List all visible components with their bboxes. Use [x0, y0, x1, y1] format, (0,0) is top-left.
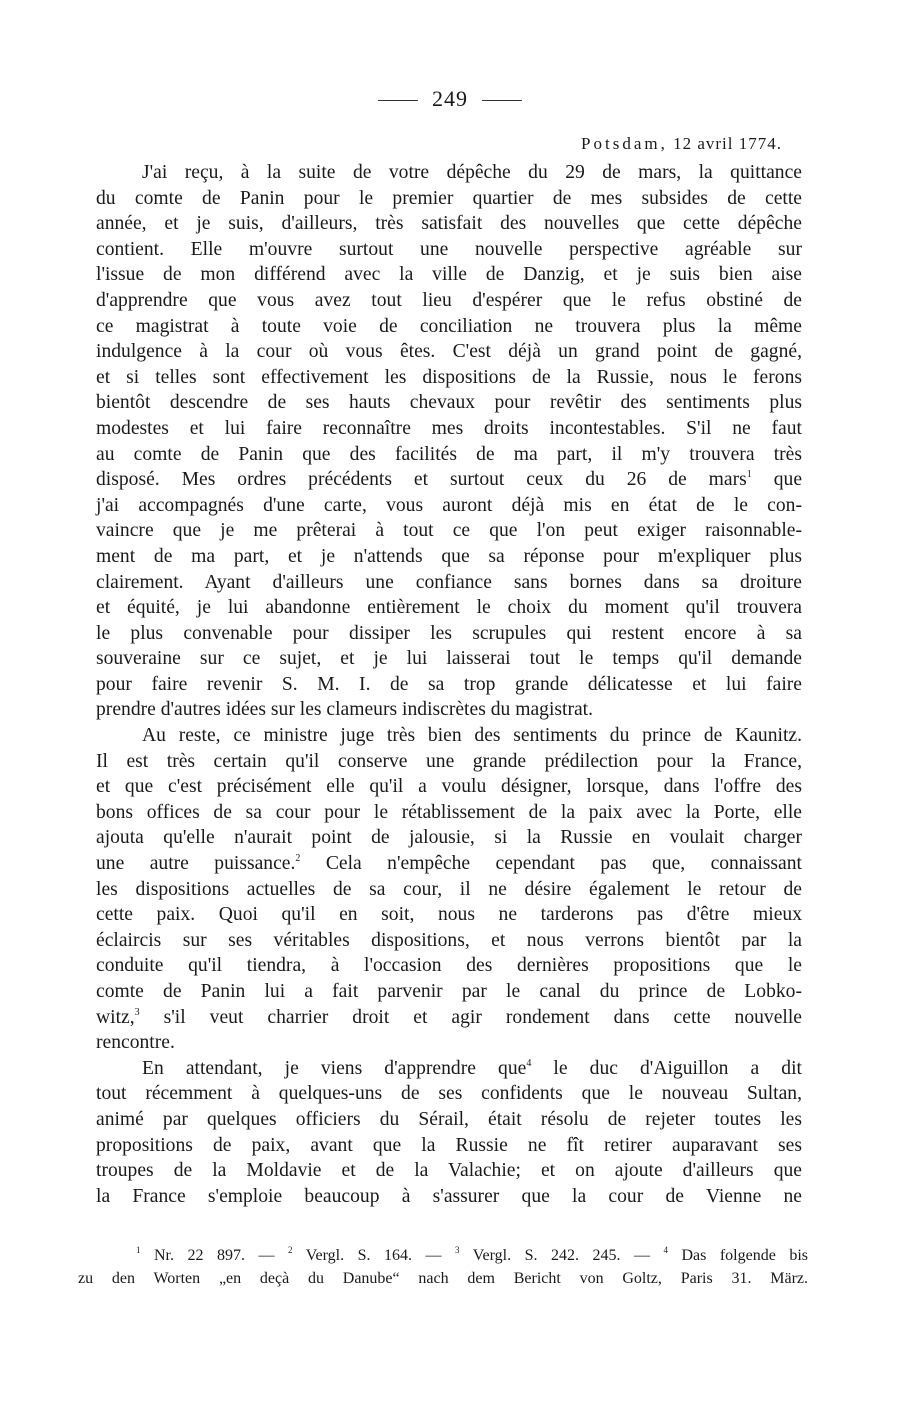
text-segment: le duc d'Aiguillon a dit	[553, 1057, 802, 1079]
paragraph-2	[96, 723, 802, 1056]
text-line-with-footnote	[96, 851, 802, 877]
text-line: l'issue de mon différend avec la ville de Danzig, et je suis bien aise	[96, 264, 802, 286]
text-line: comte de Panin lui a fait parvenir par le canal du prince de Lobko-	[96, 981, 802, 1002]
text-line-with-footnote	[96, 1005, 802, 1031]
text-line: ce magistrat à toute voie de conciliation ne trouvera plus la même	[96, 315, 802, 337]
text-line: le plus convenable pour dissiper les scrupules qui restent encore à sa	[96, 622, 802, 644]
text-line: animé par quelques officiers du Sérail, était résolu de rejeter toutes les	[96, 1108, 802, 1130]
text-line: souveraine sur ce sujet, et je lui laisserai tout le temps qu'il demande	[96, 648, 802, 670]
footnote-marker: 2	[288, 1245, 293, 1255]
text-line: indulgence à la cour où vous êtes. C'est déjà un grand point de gagné,	[96, 341, 802, 363]
text-segment: Cela n'empêche cependant pas que, connaissant	[325, 853, 802, 875]
text-line: et équité, je lui abandonne entièrement le choix du moment qu'il trouvera	[96, 597, 802, 619]
footnote-marker: 1	[746, 469, 752, 481]
footnote-line-1	[78, 1244, 808, 1267]
text-line: année, et je suis, d'ailleurs, très satisfait des nouvelles que cette dépêche	[96, 213, 802, 235]
footnote-line-2: zu den Worten „en deçà du Danube“ nach dem Bericht von Goltz, Paris 31. März.	[78, 1270, 808, 1287]
letter-body	[96, 160, 802, 1209]
text-segment: s'il veut charrier droit et agir rondement dans cette nouvelle	[163, 1006, 802, 1028]
text-line: éclaircis sur ses véritables dispositions, et nous verrons bientôt par la	[96, 929, 802, 951]
text-segment: disposé. Mes ordres précédents et surtout ceux du 26 de mars	[96, 469, 747, 491]
footnote-marker: 3	[454, 1245, 460, 1255]
text-line-with-footnote	[96, 1056, 802, 1082]
header-rule-right	[482, 100, 522, 101]
text-line: bons offices de sa cour pour le rétablissement de la paix avec la Porte, elle	[96, 801, 802, 823]
footnote-marker: 2	[295, 853, 301, 865]
text-line: modestes et lui faire reconnaître mes droits incontestables. S'il ne faut	[96, 417, 802, 439]
footnote-marker: 4	[526, 1057, 532, 1069]
page-header	[0, 86, 900, 112]
footnote-marker: 1	[136, 1245, 141, 1255]
dateline-date: 12 avril 1774.	[673, 134, 782, 153]
text-segment: witz,	[96, 1006, 135, 1028]
text-line-with-footnote	[96, 467, 802, 493]
page-number: 249	[432, 86, 468, 111]
text-line: tout récemment à quelques-uns de ses confidents que le nouveau Sultan,	[96, 1083, 802, 1105]
header-rule-left	[378, 100, 418, 101]
text-line: ment de ma part, et je n'attends que sa réponse pour m'expliquer plus	[96, 545, 802, 567]
footnotes	[78, 1244, 808, 1290]
text-line: d'apprendre que vous avez tout lieu d'espérer que le refus obstiné de	[96, 289, 802, 311]
text-line: troupes de la Moldavie et de la Valachie; et on ajoute d'ailleurs que	[96, 1160, 802, 1182]
text-line: clairement. Ayant d'ailleurs une confiance sans bornes dans sa droiture	[96, 571, 802, 593]
footnote-text: Vergl. S. 164. —	[305, 1247, 442, 1264]
text-line: propositions de paix, avant que la Russie ne fît retirer auparavant ses	[96, 1134, 802, 1156]
text-line: Au reste, ce ministre juge très bien des sentiments du prince de Kaunitz.	[142, 725, 802, 747]
text-segment: que	[773, 469, 803, 491]
text-line: pour faire revenir S. M. I. de sa trop grande délicatesse et lui faire	[96, 673, 802, 695]
dateline-place: Potsdam,	[581, 134, 668, 153]
text-line: vaincre que je me prêterai à tout ce que l'on peut exiger raisonnable-	[96, 520, 802, 542]
text-line: ajouta qu'elle n'aurait point de jalousie, si la Russie en voulait charger	[96, 827, 802, 849]
text-line: et que c'est précisément elle qu'il a voulu désigner, lorsque, dans l'offre des	[96, 776, 802, 798]
text-line: prendre d'autres idées sur les clameurs indiscrètes du magistrat.	[96, 699, 594, 721]
text-line: au comte de Panin que des facilités de ma part, il m'y trouvera très	[96, 443, 802, 465]
text-line: Il est très certain qu'il conserve une grande prédilection pour la France,	[96, 750, 802, 772]
text-line: rencontre.	[96, 1032, 175, 1054]
text-line: les dispositions actuelles de sa cour, il ne désire également le retour de	[96, 878, 802, 900]
text-line: la France s'emploie beaucoup à s'assurer que la cour de Vienne ne	[96, 1185, 802, 1207]
paragraph-3	[96, 1056, 802, 1210]
text-segment: En attendant, je viens d'apprendre que	[142, 1057, 527, 1079]
footnote-marker: 3	[134, 1006, 140, 1018]
footnote-marker: 4	[663, 1245, 668, 1255]
text-line: contient. Elle m'ouvre surtout une nouvelle perspective agréable sur	[96, 238, 802, 260]
text-line: cette paix. Quoi qu'il en soit, nous ne tarderons pas d'être mieux	[96, 904, 802, 926]
paragraph-1	[96, 160, 802, 723]
footnote-text: Nr. 22 897. —	[154, 1247, 275, 1264]
text-line: et si telles sont effectivement les dispositions de la Russie, nous le ferons	[96, 366, 802, 388]
text-line: J'ai reçu, à la suite de votre dépêche du 29 de mars, la quittance	[142, 162, 802, 183]
text-line: bientôt descendre de ses hauts chevaux pour revêtir des sentiments plus	[96, 392, 802, 414]
dateline	[581, 134, 782, 154]
text-segment: une autre puissance.	[96, 853, 296, 875]
text-line: j'ai accompagnés d'une carte, vous auront déjà mis en état de le con-	[96, 494, 802, 516]
text-line: conduite qu'il tiendra, à l'occasion des dernières propositions que le	[96, 955, 802, 977]
footnote-text: Das folgende bis	[681, 1247, 808, 1264]
footnote-text: Vergl. S. 242. 245. —	[472, 1247, 650, 1264]
text-line: du comte de Panin pour le premier quartier de mes subsides de cette	[96, 187, 802, 209]
